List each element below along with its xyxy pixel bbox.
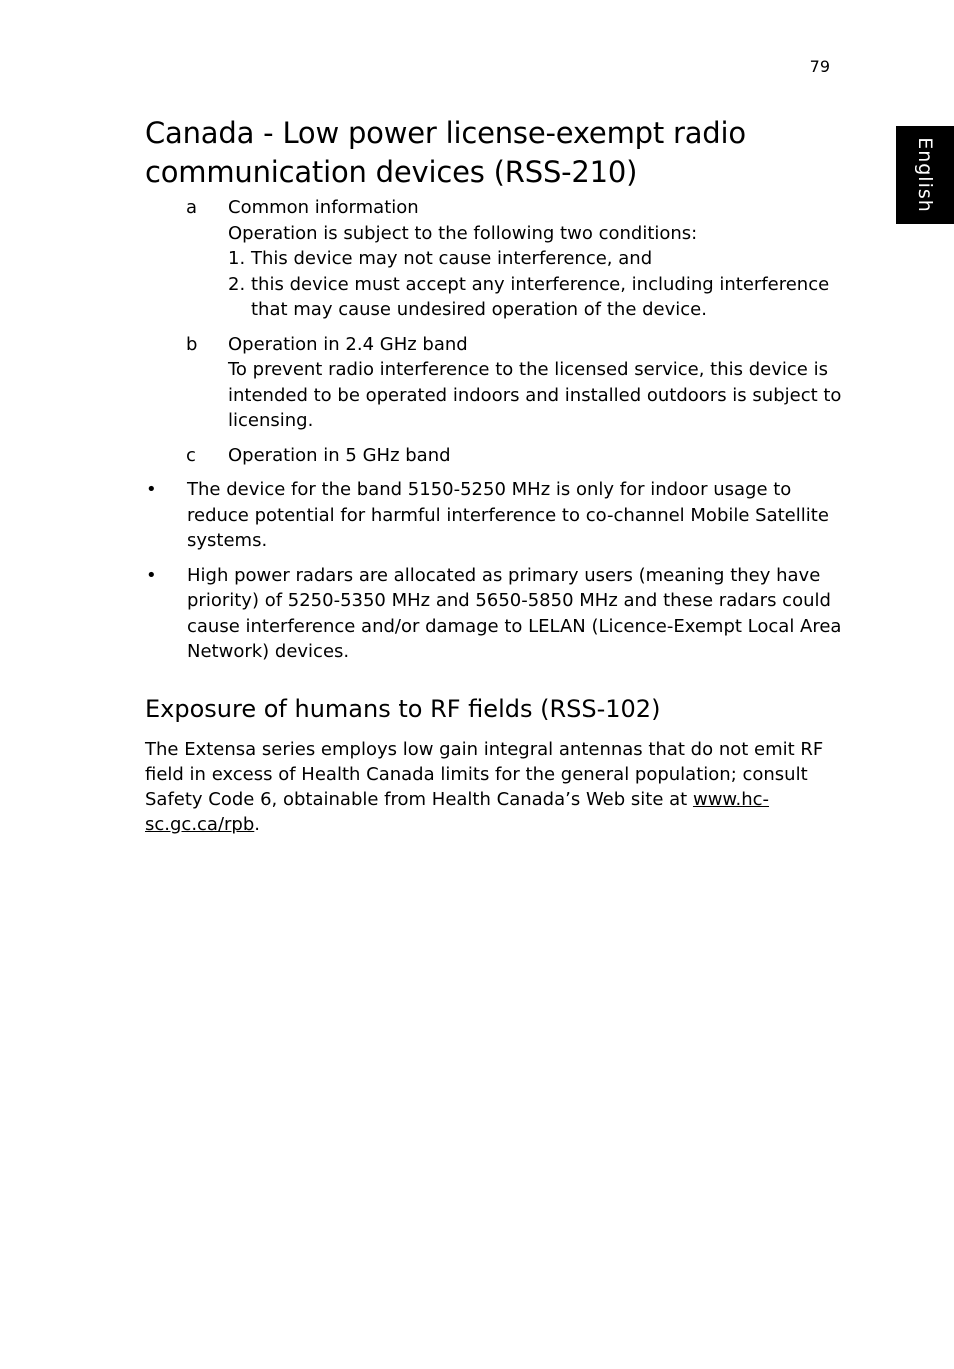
item-heading: Operation in 5 GHz band xyxy=(228,444,451,466)
health-canada-link[interactable]: www.hc-sc.gc.ca/rpb xyxy=(145,788,770,835)
language-side-tab xyxy=(896,126,954,224)
numbered-marker: 1. xyxy=(228,248,246,269)
section-title-rss-102: Exposure of humans to RF fields (RSS-102) xyxy=(145,694,661,723)
bullet-list xyxy=(145,477,845,665)
language-tab-label: English xyxy=(914,137,937,213)
item-text: Operation is subject to the following two conditions: xyxy=(228,222,698,244)
list-marker: a xyxy=(186,197,198,218)
bullet-dot: • xyxy=(146,564,157,586)
paragraph-trailing: . xyxy=(254,813,261,835)
numbered-marker: 2. xyxy=(228,273,246,295)
page-content xyxy=(145,114,845,837)
section-title-rss-210: Canada - Low power license-exempt radio communication devices (RSS-210) xyxy=(145,116,746,189)
item-heading: Common information xyxy=(228,197,419,218)
lettered-list xyxy=(186,195,845,468)
numbered-conditions xyxy=(228,246,845,323)
list-marker: c xyxy=(186,444,196,466)
item-text: To prevent radio interference to the licensed service, this device is intended to be operated indoors and installed outdoors is subject to licensing. xyxy=(228,359,842,431)
numbered-item xyxy=(228,246,845,272)
bullet-item xyxy=(145,563,845,665)
bullet-item xyxy=(145,477,845,554)
bullet-text: The device for the band 5150-5250 MHz is only for indoor usage to reduce potential for harmful interference to co-channel Mobile Satellite systems. xyxy=(187,479,829,551)
bullet-dot: • xyxy=(146,479,157,500)
page-number: 79 xyxy=(809,57,830,76)
numbered-text: This device may not cause interference, and xyxy=(251,248,653,269)
item-heading: Operation in 2.4 GHz band xyxy=(228,333,468,355)
numbered-text: this device must accept any interference, including interference that may cause undesired operation of the device. xyxy=(251,273,830,320)
list-item-c xyxy=(186,443,845,469)
numbered-item xyxy=(228,272,845,323)
rf-exposure-paragraph xyxy=(145,737,845,837)
bullet-text: High power radars are allocated as primary users (meaning they have priority) of 5250-5350 MHz and 5650-5850 MHz and these radars could cause interference and/or damage to LELAN (Licence-Exempt Local Area Network) devices. xyxy=(187,564,842,662)
paragraph-text: The Extensa series employs low gain integral antennas that do not emit RF field in excess of Health Canada limits for the general population; consult Safety Code 6, obtainable from Health Canada’s Web site at xyxy=(145,738,824,810)
list-item-a xyxy=(186,195,845,323)
list-marker: b xyxy=(186,333,198,355)
list-item-b xyxy=(186,332,845,434)
